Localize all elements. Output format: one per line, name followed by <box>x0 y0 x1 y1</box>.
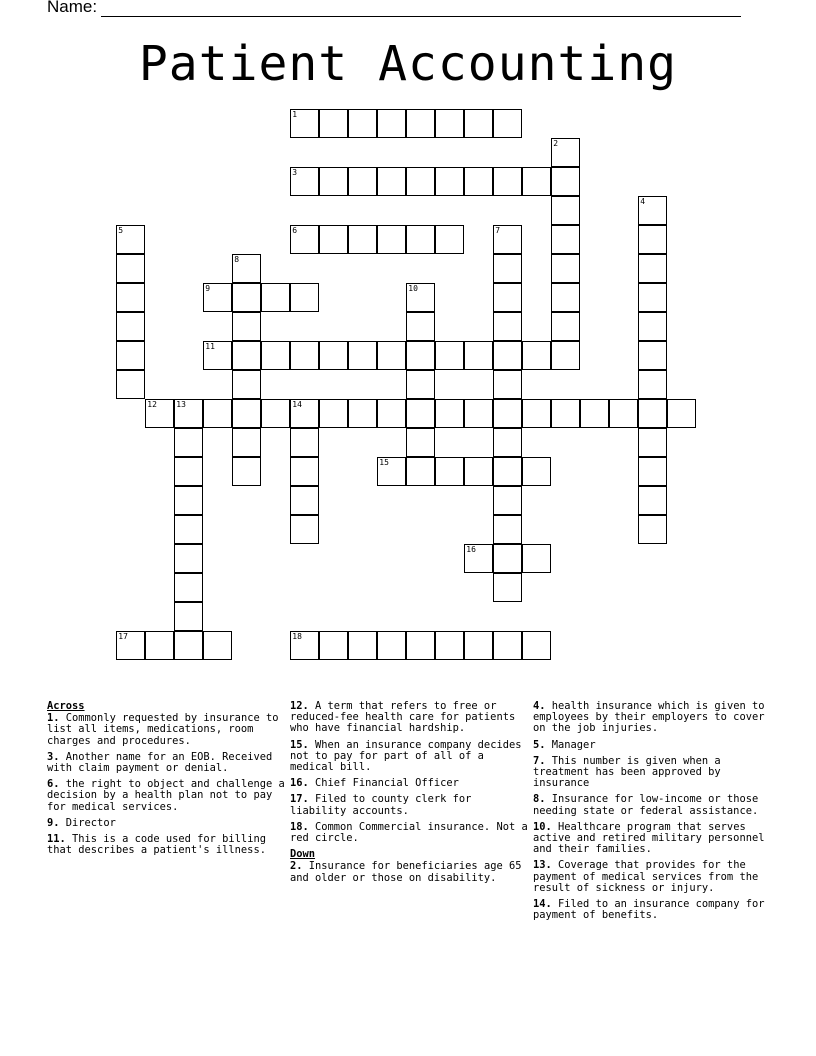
clue-dot: . <box>302 700 316 712</box>
clue-dot: . <box>53 778 66 791</box>
grid-cell[interactable] <box>493 486 522 515</box>
grid-cell[interactable] <box>551 225 580 254</box>
cell-number: 18 <box>292 632 302 642</box>
grid-cell[interactable] <box>551 138 580 167</box>
across-clue-17 <box>290 794 530 816</box>
grid-cell[interactable] <box>406 312 435 341</box>
grid-cell[interactable] <box>638 196 667 225</box>
grid-cell[interactable] <box>348 109 377 138</box>
grid-cell[interactable] <box>638 283 667 312</box>
clue-number: 6 <box>47 778 54 791</box>
grid-cell[interactable] <box>377 341 406 370</box>
name-field[interactable] <box>47 0 741 17</box>
cell-number: 13 <box>176 400 186 410</box>
clue-dot: . <box>53 750 66 763</box>
clue-number: 12 <box>290 700 303 712</box>
cell-number: 17 <box>118 632 128 642</box>
grid-cell[interactable] <box>638 370 667 399</box>
clue-number: 16 <box>290 777 303 790</box>
grid-cell[interactable] <box>493 341 522 370</box>
grid-cell[interactable] <box>290 283 319 312</box>
clue-text: Insurance for beneficiaries age 65 and older or those on disability. <box>290 860 522 884</box>
grid-cell[interactable] <box>406 167 435 196</box>
grid-cell[interactable] <box>464 341 493 370</box>
grid-cell[interactable] <box>638 486 667 515</box>
clue-dot: . <box>545 859 559 872</box>
grid-cell[interactable] <box>116 283 145 312</box>
grid-cell[interactable] <box>116 341 145 370</box>
grid-cell[interactable] <box>174 515 203 544</box>
grid-cell[interactable] <box>493 283 522 312</box>
grid-cell[interactable] <box>290 428 319 457</box>
grid-cell[interactable] <box>551 341 580 370</box>
grid-cell[interactable] <box>406 109 435 138</box>
grid-cell[interactable] <box>464 399 493 428</box>
grid-cell[interactable] <box>290 457 319 486</box>
cell-number: 8 <box>234 255 240 265</box>
clue-text: This number is given when a treatment has been approved by insurance <box>533 754 721 790</box>
cell-number: 11 <box>205 342 215 352</box>
clue-number: 10 <box>533 820 546 833</box>
down-clue-10 <box>533 822 773 856</box>
down-clue-14 <box>533 899 773 921</box>
clue-number: 8 <box>533 793 540 806</box>
clue-number: 7 <box>533 754 540 767</box>
cell-number: 1 <box>292 110 298 120</box>
grid-cell[interactable] <box>551 254 580 283</box>
name-blank-line[interactable] <box>101 0 741 17</box>
grid-cell[interactable] <box>116 225 145 254</box>
grid-cell[interactable] <box>290 486 319 515</box>
grid-cell[interactable] <box>464 167 493 196</box>
across-clue-12 <box>290 701 530 735</box>
clue-text: Healthcare program that serves active and retired military personnel and their families. <box>533 820 765 856</box>
grid-cell[interactable] <box>348 225 377 254</box>
clue-text: Common Commercial insurance. Not a red circle. <box>290 820 528 845</box>
cell-number: 6 <box>292 226 298 236</box>
clue-dot: . <box>59 833 73 846</box>
grid-cell[interactable] <box>290 631 319 660</box>
across-clue-9 <box>47 818 287 829</box>
grid-cell[interactable] <box>493 399 522 428</box>
grid-cell[interactable] <box>435 225 464 254</box>
grid-cell[interactable] <box>638 399 667 428</box>
grid-cell[interactable] <box>319 399 348 428</box>
clue-text: Filed to an insurance company for payment of benefits. <box>533 898 765 922</box>
grid-cell[interactable] <box>435 399 464 428</box>
grid-cell[interactable] <box>493 573 522 602</box>
grid-cell[interactable] <box>464 544 493 573</box>
grid-cell[interactable] <box>145 631 174 660</box>
grid-cell[interactable] <box>638 457 667 486</box>
grid-cell[interactable] <box>203 341 232 370</box>
grid-cell[interactable] <box>464 457 493 486</box>
clue-dot: . <box>539 754 552 767</box>
grid-cell[interactable] <box>116 254 145 283</box>
clue-number: 5 <box>533 738 540 751</box>
clue-number: 18 <box>290 820 303 833</box>
grid-cell[interactable] <box>174 573 203 602</box>
grid-cell[interactable] <box>464 631 493 660</box>
grid-cell[interactable] <box>232 370 261 399</box>
grid-cell[interactable] <box>580 399 609 428</box>
grid-cell[interactable] <box>319 167 348 196</box>
clue-text: Director <box>65 816 116 829</box>
grid-cell[interactable] <box>348 341 377 370</box>
grid-cell[interactable] <box>609 399 638 428</box>
grid-cell[interactable] <box>464 109 493 138</box>
grid-cell[interactable] <box>522 399 551 428</box>
grid-cell[interactable] <box>493 428 522 457</box>
grid-cell[interactable] <box>203 283 232 312</box>
grid-cell[interactable] <box>290 399 319 428</box>
clue-text: Manager <box>551 738 596 751</box>
grid-cell[interactable] <box>406 457 435 486</box>
grid-cell[interactable] <box>638 312 667 341</box>
grid-cell[interactable] <box>638 428 667 457</box>
grid-cell[interactable] <box>493 225 522 254</box>
grid-cell[interactable] <box>435 341 464 370</box>
clue-dot: . <box>302 777 316 790</box>
grid-cell[interactable] <box>435 167 464 196</box>
down-clue-4 <box>533 701 773 735</box>
clue-number: 15 <box>290 738 303 751</box>
grid-cell[interactable] <box>493 457 522 486</box>
cell-number: 16 <box>466 545 476 555</box>
grid-cell[interactable] <box>377 167 406 196</box>
grid-cell[interactable] <box>493 312 522 341</box>
grid-cell[interactable] <box>377 457 406 486</box>
grid-cell[interactable] <box>435 457 464 486</box>
clue-text: Coverage that provides for the payment of medical services from the result of sickness or injury. <box>533 859 759 894</box>
grid-cell[interactable] <box>551 399 580 428</box>
grid-cell[interactable] <box>145 399 174 428</box>
grid-cell[interactable] <box>232 428 261 457</box>
clue-number: 2 <box>290 860 297 873</box>
clue-dot: . <box>539 738 552 751</box>
grid-cell[interactable] <box>290 341 319 370</box>
grid-cell[interactable] <box>522 341 551 370</box>
grid-cell[interactable] <box>435 631 464 660</box>
down-clue-7 <box>533 756 773 790</box>
grid-cell[interactable] <box>203 399 232 428</box>
clue-text: the right to object and challenge a decision by a health plan not to pay for medical services. <box>47 778 285 813</box>
grid-cell[interactable] <box>203 631 232 660</box>
grid-cell[interactable] <box>319 631 348 660</box>
grid-cell[interactable] <box>406 283 435 312</box>
grid-cell[interactable] <box>551 283 580 312</box>
grid-cell[interactable] <box>406 428 435 457</box>
clue-dot: . <box>302 793 316 806</box>
across-clue-11 <box>47 834 287 856</box>
grid-cell[interactable] <box>174 544 203 573</box>
grid-cell[interactable] <box>116 631 145 660</box>
clue-number: 14 <box>533 898 546 911</box>
grid-cell[interactable] <box>174 631 203 660</box>
clue-number: 17 <box>290 793 303 806</box>
cell-number: 3 <box>292 168 298 178</box>
clue-column-3 <box>533 701 773 926</box>
grid-cell[interactable] <box>493 631 522 660</box>
grid-cell[interactable] <box>406 631 435 660</box>
grid-cell[interactable] <box>551 312 580 341</box>
grid-cell[interactable] <box>174 486 203 515</box>
clue-text: Filed to county clerk for liability accounts. <box>290 793 472 817</box>
name-label: Name: <box>47 0 98 16</box>
cell-number: 2 <box>553 139 559 149</box>
grid-cell[interactable] <box>522 167 551 196</box>
grid-cell[interactable] <box>174 602 203 631</box>
clue-text: health insurance which is given to employees by their employers to cover on the job injuries. <box>533 700 765 735</box>
cell-number: 4 <box>640 197 646 207</box>
grid-cell[interactable] <box>116 312 145 341</box>
across-clue-15 <box>290 740 530 774</box>
across-clue-3 <box>47 752 287 774</box>
grid-cell[interactable] <box>232 399 261 428</box>
grid-cell[interactable] <box>290 167 319 196</box>
clue-column-1 <box>47 701 287 861</box>
grid-cell[interactable] <box>261 341 290 370</box>
clue-text: Commonly requested by insurance to list all items, medications, room charges and procedures. <box>47 712 279 747</box>
cell-number: 5 <box>118 226 124 236</box>
grid-cell[interactable] <box>522 457 551 486</box>
grid-cell[interactable] <box>638 515 667 544</box>
cell-number: 9 <box>205 284 211 294</box>
grid-cell[interactable] <box>232 283 261 312</box>
grid-cell[interactable] <box>174 457 203 486</box>
grid-cell[interactable] <box>522 544 551 573</box>
down-clue-5 <box>533 740 773 751</box>
grid-cell[interactable] <box>377 399 406 428</box>
grid-cell[interactable] <box>232 254 261 283</box>
cell-number: 12 <box>147 400 157 410</box>
clue-number: 1 <box>47 712 54 725</box>
clue-number: 11 <box>47 833 60 846</box>
grid-cell[interactable] <box>406 341 435 370</box>
grid-cell[interactable] <box>638 225 667 254</box>
grid-cell[interactable] <box>261 283 290 312</box>
grid-cell[interactable] <box>493 167 522 196</box>
grid-cell[interactable] <box>435 109 464 138</box>
grid-cell[interactable] <box>551 196 580 225</box>
grid-cell[interactable] <box>174 428 203 457</box>
grid-cell[interactable] <box>377 109 406 138</box>
clue-text: Another name for an EOB. Received with claim payment or denial. <box>47 750 273 775</box>
grid-cell[interactable] <box>290 225 319 254</box>
grid-cell[interactable] <box>638 254 667 283</box>
across-clue-1 <box>47 713 287 747</box>
cell-number: 14 <box>292 400 302 410</box>
grid-cell[interactable] <box>406 370 435 399</box>
across-heading: Across <box>47 700 85 712</box>
grid-cell[interactable] <box>116 370 145 399</box>
grid-cell[interactable] <box>348 631 377 660</box>
grid-cell[interactable] <box>232 457 261 486</box>
clue-dot: . <box>302 738 316 751</box>
grid-cell[interactable] <box>406 399 435 428</box>
clue-text: Chief Financial Officer <box>315 777 459 790</box>
clue-dot: . <box>53 712 66 725</box>
down-clue-13 <box>533 860 773 894</box>
grid-cell[interactable] <box>377 225 406 254</box>
grid-cell[interactable] <box>377 631 406 660</box>
grid-cell[interactable] <box>551 167 580 196</box>
clue-text: A term that refers to free or reduced-fee health care for patients who have financial hardship. <box>290 700 516 735</box>
grid-cell[interactable] <box>319 341 348 370</box>
grid-cell[interactable] <box>348 167 377 196</box>
clue-text: Insurance for low-income or those needing state or federal assistance. <box>533 793 759 817</box>
clue-dot: . <box>539 700 552 712</box>
grid-cell[interactable] <box>493 254 522 283</box>
grid-cell[interactable] <box>348 399 377 428</box>
clue-dot: . <box>539 793 552 806</box>
clue-number: 3 <box>47 750 54 763</box>
grid-cell[interactable] <box>493 515 522 544</box>
clue-number: 13 <box>533 859 546 872</box>
clue-column-2 <box>290 701 530 889</box>
clue-number: 9 <box>47 816 54 829</box>
grid-cell[interactable] <box>290 515 319 544</box>
clue-dot: . <box>545 820 559 833</box>
grid-cell[interactable] <box>319 109 348 138</box>
grid-cell[interactable] <box>522 631 551 660</box>
clue-text: This is a code used for billing that describes a patient's illness. <box>47 833 266 857</box>
grid-cell[interactable] <box>232 341 261 370</box>
grid-cell[interactable] <box>493 109 522 138</box>
grid-cell[interactable] <box>174 399 203 428</box>
grid-cell[interactable] <box>638 341 667 370</box>
grid-cell[interactable] <box>319 225 348 254</box>
grid-cell[interactable] <box>493 370 522 399</box>
grid-cell[interactable] <box>232 312 261 341</box>
cell-number: 10 <box>408 284 418 294</box>
down-clue-2 <box>290 861 530 883</box>
across-clue-18 <box>290 822 530 844</box>
grid-cell[interactable] <box>406 225 435 254</box>
grid-cell[interactable] <box>667 399 696 428</box>
clue-dot: . <box>296 860 309 873</box>
down-heading: Down <box>290 848 316 861</box>
cell-number: 7 <box>495 226 501 236</box>
grid-cell[interactable] <box>493 544 522 573</box>
page-title: Patient Accounting <box>138 36 678 92</box>
cell-number: 15 <box>379 458 389 468</box>
clue-dot: . <box>302 820 316 833</box>
clue-number: 4 <box>533 700 540 712</box>
clue-dot: . <box>53 816 66 829</box>
grid-cell[interactable] <box>290 109 319 138</box>
across-clue-16 <box>290 778 530 789</box>
down-clue-8 <box>533 794 773 816</box>
grid-cell[interactable] <box>261 399 290 428</box>
clue-dot: . <box>545 898 559 911</box>
across-clue-6 <box>47 779 287 813</box>
clue-text: When an insurance company decides not to pay for part of all of a medical bill. <box>290 738 522 774</box>
